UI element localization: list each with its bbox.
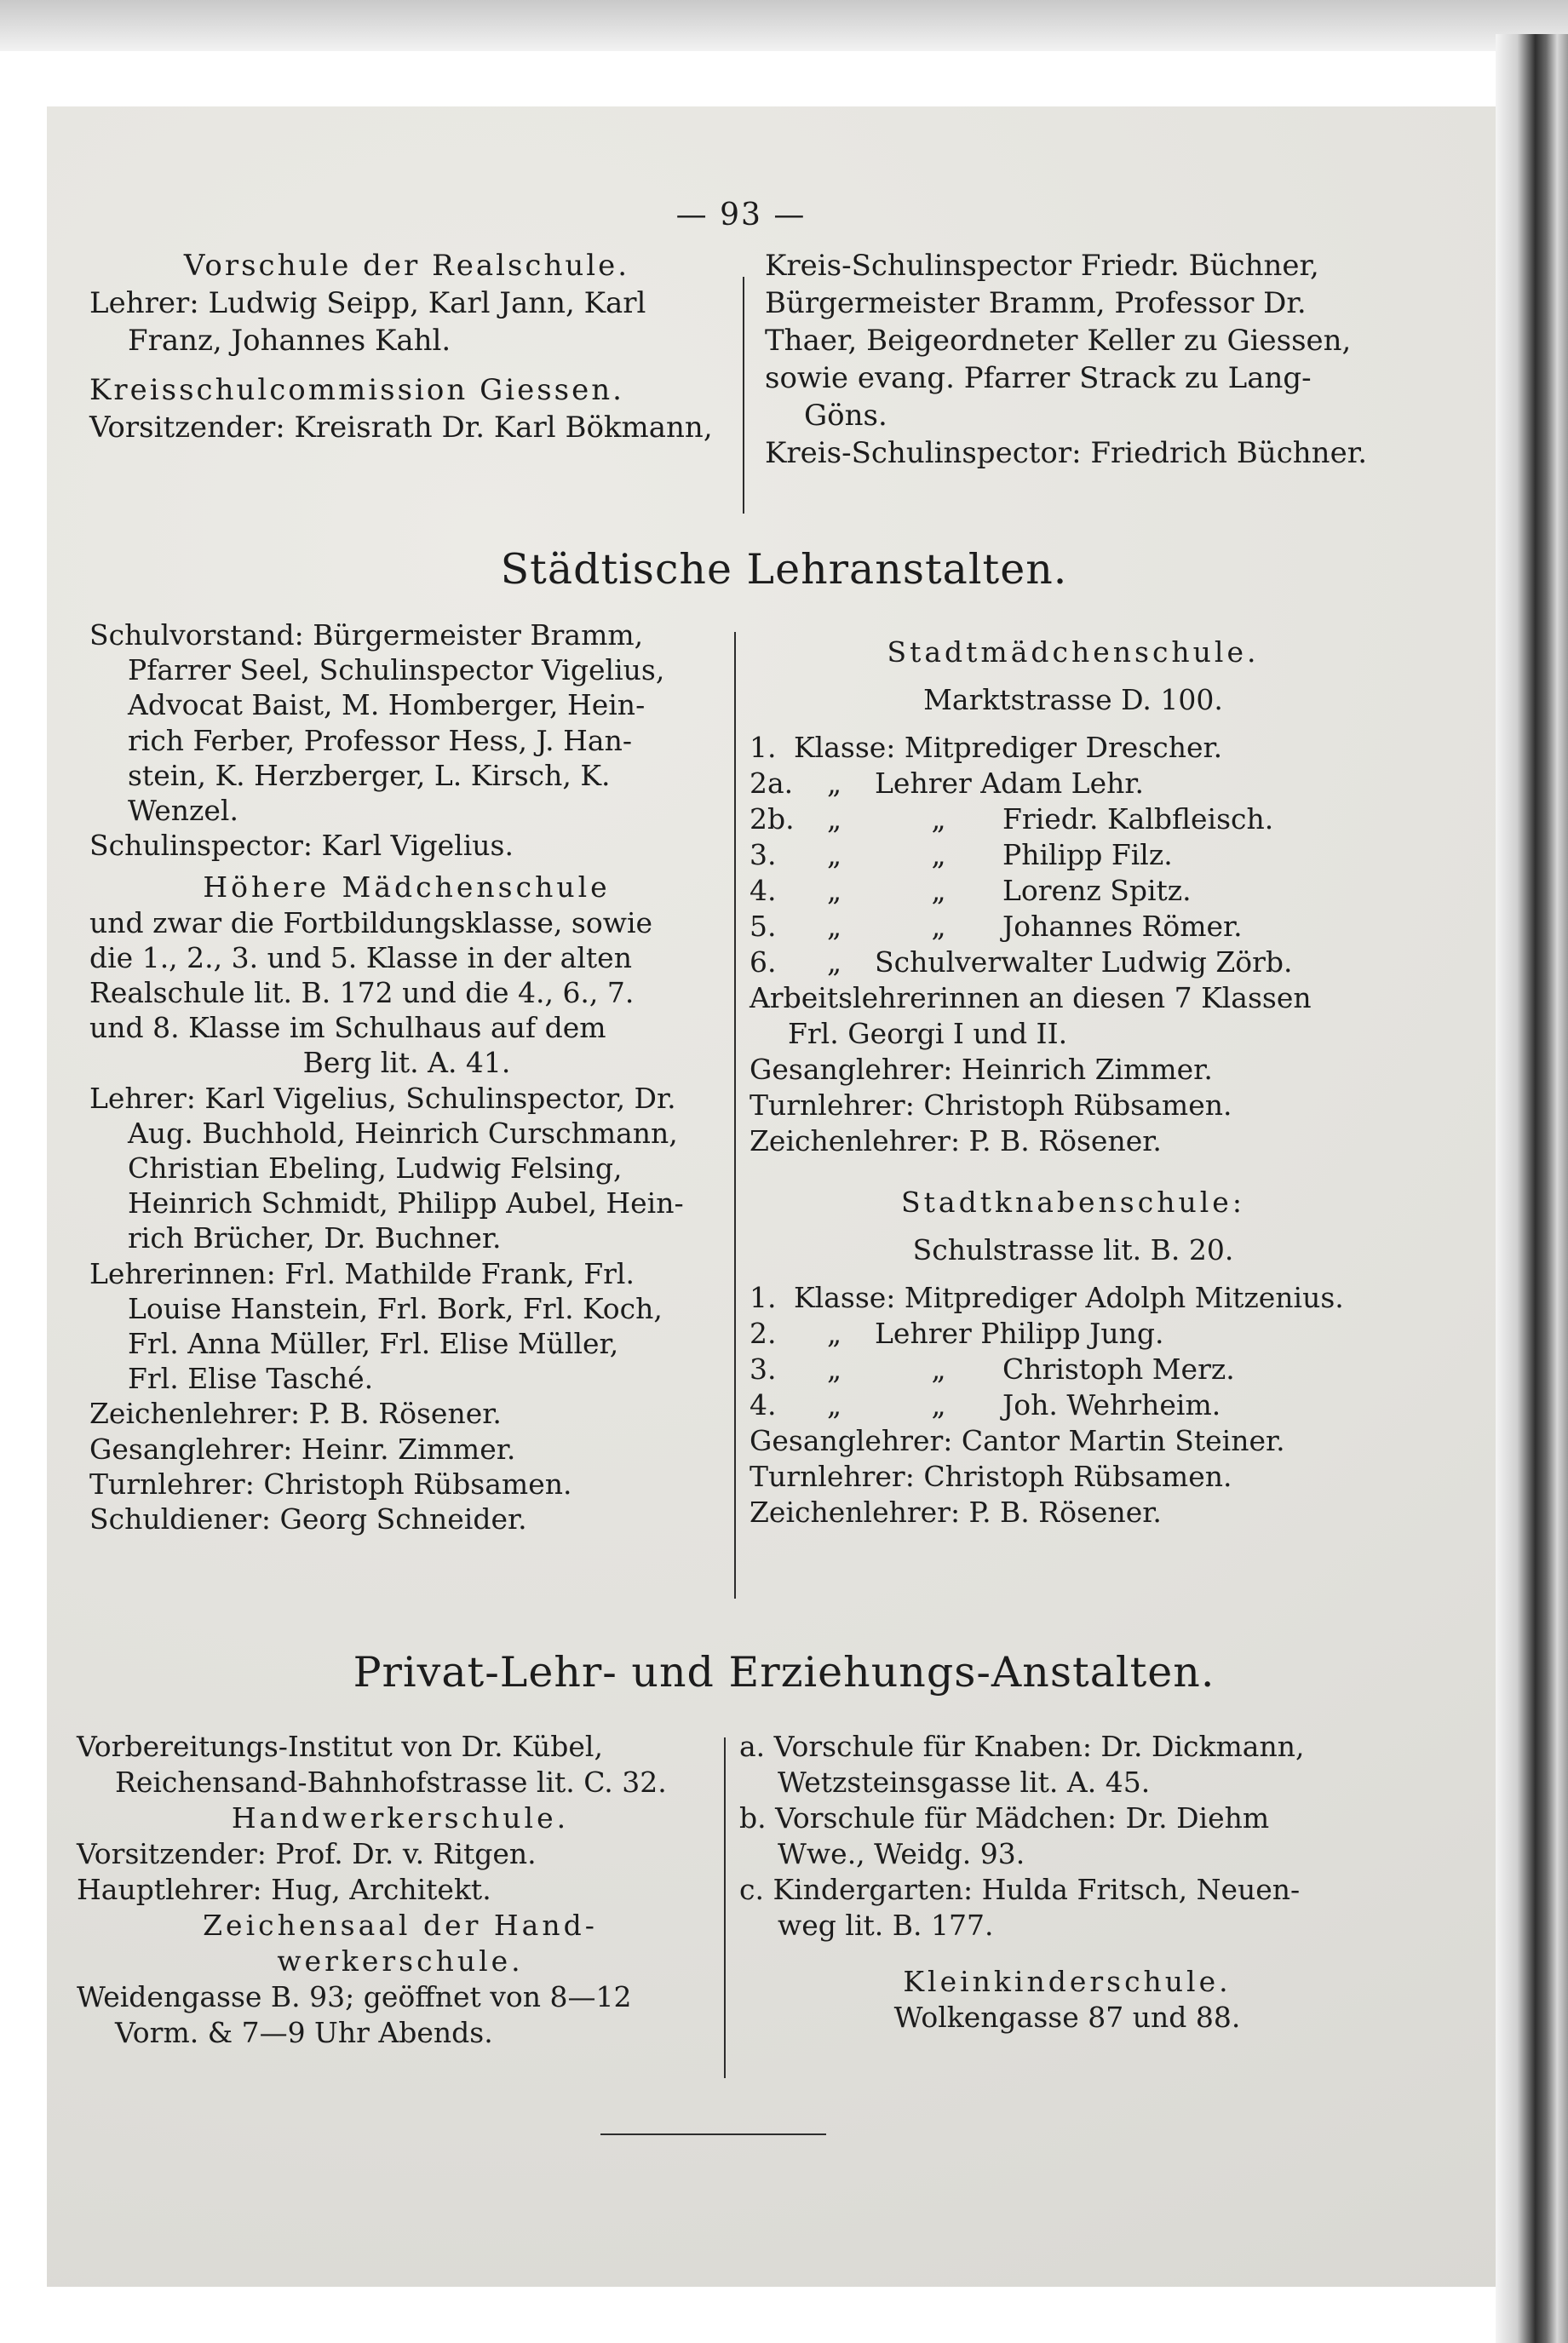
- text-line: Advocat Baist, M. Homberger, Hein-: [128, 688, 646, 722]
- top-left-column: [89, 247, 724, 446]
- mid-right-column: [750, 635, 1397, 1530]
- text-line: Kreis-Schulinspector Friedr. Büchner,: [765, 249, 1319, 283]
- class-teacher: Lorenz Spitz.: [1002, 874, 1192, 907]
- class-number: 2.: [750, 1317, 777, 1350]
- class-teacher: Mitprediger Drescher.: [904, 731, 1223, 764]
- text-line: weg lit. B. 177.: [778, 1909, 994, 1942]
- text-line: Gesanglehrer: Cantor Martin Steiner.: [750, 1424, 1285, 1457]
- text-line: Aug. Buchhold, Heinrich Curschmann,: [128, 1116, 678, 1150]
- ditto-mark: „: [826, 910, 842, 943]
- text-line: Heinrich Schmidt, Philipp Aubel, Hein-: [128, 1186, 684, 1220]
- section-title-hoehere-maedchenschule: Höhere Mädchenschule: [203, 870, 611, 904]
- section-title-zeichensaal-cont: werkerschule.: [277, 1944, 524, 1978]
- ditto-mark: „: [931, 1388, 946, 1421]
- class-teacher: Philipp Filz.: [1002, 838, 1173, 871]
- text-line: Wetzsteinsgasse lit. A. 45.: [778, 1766, 1151, 1799]
- section-title-zeichensaal: Zeichensaal der Hand-: [203, 1909, 598, 1942]
- text-line: Göns.: [804, 399, 887, 433]
- class-teacher: Friedr. Kalbfleisch.: [1002, 802, 1274, 836]
- text-line: Schulvorstand: Bürgermeister Bramm,: [89, 618, 644, 652]
- section-title-stadtmaedchenschule: Stadtmädchenschule.: [887, 635, 1260, 669]
- class-teacher: Lehrer Philipp Jung.: [875, 1317, 1164, 1350]
- ditto-mark: „: [931, 838, 946, 871]
- text-line: Lehrer: Ludwig Seipp, Karl Jann, Karl: [89, 286, 646, 320]
- text-line: Louise Hanstein, Frl. Bork, Frl. Koch,: [128, 1291, 663, 1325]
- section-title-kreisschulcommission: Kreisschulcommission Giessen.: [89, 373, 624, 407]
- class-teacher: Johannes Römer.: [1002, 910, 1243, 943]
- class-row: [750, 1352, 1397, 1387]
- text-line: die 1., 2., 3. und 5. Klasse in der alten: [89, 940, 632, 974]
- text-line: Vorsitzender: Kreisrath Dr. Karl Bökmann,: [89, 411, 713, 445]
- class-teacher: Joh. Wehrheim.: [1002, 1388, 1221, 1421]
- ditto-mark: „: [826, 1317, 842, 1350]
- class-row: [750, 945, 1397, 980]
- address-maedchenschule: Marktstrasse D. 100.: [923, 683, 1223, 716]
- class-row: [750, 766, 1397, 801]
- text-line: Frl. Anna Müller, Frl. Elise Müller,: [128, 1327, 619, 1361]
- closing-rule: [600, 2133, 826, 2135]
- text-line: Wwe., Weidg. 93.: [778, 1837, 1025, 1870]
- text-line: Wenzel.: [128, 794, 238, 828]
- text-line: und 8. Klasse im Schulhaus auf dem: [89, 1011, 606, 1045]
- column-divider-top: [743, 277, 744, 514]
- class-row: [750, 837, 1397, 873]
- class-teacher: Schulverwalter Ludwig Zörb.: [875, 945, 1293, 979]
- class-teacher: Christoph Merz.: [1002, 1352, 1235, 1386]
- text-line: b. Vorschule für Mädchen: Dr. Diehm: [739, 1801, 1270, 1835]
- text-line: Lehrer: Karl Vigelius, Schulinspector, Dr.: [89, 1081, 676, 1115]
- class-row: [750, 873, 1397, 909]
- bottom-left-column: [77, 1729, 724, 2051]
- ditto-mark: „: [826, 838, 842, 871]
- address-knabenschule: Schulstrasse lit. B. 20.: [912, 1233, 1234, 1266]
- text-line: stein, K. Herzberger, L. Kirsch, K.: [128, 758, 611, 792]
- text-line: Turnlehrer: Christoph Rübsamen.: [89, 1467, 572, 1501]
- text-line: Zeichenlehrer: P. B. Rösener.: [89, 1397, 502, 1431]
- text-line: Hauptlehrer: Hug, Architekt.: [77, 1873, 491, 1906]
- text-line: Frl. Georgi I und II.: [788, 1017, 1068, 1050]
- page-number: — 93 —: [675, 198, 807, 233]
- class-number: 4.: [750, 874, 777, 907]
- text-line: Turnlehrer: Christoph Rübsamen.: [750, 1460, 1232, 1493]
- class-row: [750, 1280, 1397, 1316]
- text-line: Kreis-Schulinspector: Friedrich Büchner.: [765, 436, 1368, 470]
- text-line: Vorbereitungs-Institut von Dr. Kübel,: [77, 1730, 603, 1763]
- class-row: [750, 1387, 1397, 1423]
- text-line: c. Kindergarten: Hulda Fritsch, Neuen-: [739, 1873, 1301, 1906]
- ditto-mark: „: [931, 802, 946, 836]
- class-number: 2b.: [750, 802, 795, 836]
- class-label: Klasse:: [794, 1281, 896, 1314]
- text-line: Bürgermeister Bramm, Professor Dr.: [765, 286, 1307, 320]
- text-line: Arbeitslehrerinnen an diesen 7 Klassen: [750, 981, 1312, 1014]
- ditto-mark: „: [826, 1352, 842, 1386]
- text-line: sowie evang. Pfarrer Strack zu Lang-: [765, 361, 1312, 395]
- section-title-stadtknabenschule: Stadtknabenschule:: [901, 1186, 1245, 1219]
- text-line: Pfarrer Seel, Schulinspector Vigelius,: [128, 653, 665, 687]
- text-line: Weidengasse B. 93; geöffnet von 8—12: [77, 1980, 632, 2013]
- text-line: Franz, Johannes Kahl.: [128, 324, 451, 358]
- class-number: 4.: [750, 1388, 777, 1421]
- text-line: rich Brücher, Dr. Buchner.: [128, 1221, 502, 1255]
- text-line: und zwar die Fortbildungsklasse, sowie: [89, 905, 653, 939]
- class-number: 5.: [750, 910, 777, 943]
- class-number: 6.: [750, 945, 777, 979]
- section-title-handwerkerschule: Handwerkerschule.: [231, 1801, 570, 1835]
- ditto-mark: „: [826, 874, 842, 907]
- ditto-mark: „: [826, 1388, 842, 1421]
- text-line: Gesanglehrer: Heinrich Zimmer.: [750, 1053, 1213, 1086]
- class-row: [750, 801, 1397, 837]
- class-row: [750, 730, 1397, 766]
- class-teacher: Lehrer Adam Lehr.: [875, 767, 1145, 800]
- text-line: Schuldiener: Georg Schneider.: [89, 1502, 527, 1536]
- ditto-mark: „: [931, 910, 946, 943]
- text-line: Zeichenlehrer: P. B. Rösener.: [750, 1124, 1162, 1157]
- text-line: a. Vorschule für Knaben: Dr. Dickmann,: [739, 1730, 1305, 1763]
- text-line: rich Ferber, Professor Hess, J. Han-: [128, 723, 632, 757]
- scan-right-edge: [1496, 34, 1568, 2343]
- ditto-mark: „: [826, 802, 842, 836]
- class-number: 3.: [750, 1352, 777, 1386]
- section-title-vorschule: Vorschule der Realschule.: [183, 249, 630, 283]
- class-number: 1.: [750, 731, 777, 764]
- text-line: Zeichenlehrer: P. B. Rösener.: [750, 1496, 1162, 1529]
- text-line: Berg lit. A. 41.: [302, 1046, 511, 1080]
- column-divider-middle: [734, 632, 736, 1599]
- ditto-mark: „: [826, 945, 842, 979]
- section-title-kleinkinderschule: Kleinkinderschule.: [903, 1965, 1232, 1998]
- ditto-mark: „: [931, 874, 946, 907]
- heading-privat-lehranstalten: Privat-Lehr- und Erziehungs-Anstalten.: [353, 1648, 1215, 1697]
- mid-left-column: [89, 617, 724, 1536]
- text-line: Lehrerinnen: Frl. Mathilde Frank, Frl.: [89, 1256, 635, 1290]
- text-line: Reichensand-Bahnhofstrasse lit. C. 32.: [115, 1766, 667, 1799]
- text-line: Vorsitzender: Prof. Dr. v. Ritgen.: [77, 1837, 537, 1870]
- class-number: 2a.: [750, 767, 794, 800]
- text-line: Gesanglehrer: Heinr. Zimmer.: [89, 1432, 516, 1466]
- scan-top-edge: [0, 0, 1568, 51]
- top-right-column: [765, 247, 1395, 472]
- class-label: Klasse:: [794, 731, 896, 764]
- class-row: [750, 1316, 1397, 1352]
- class-row: [750, 909, 1397, 945]
- column-divider-bottom: [724, 1737, 726, 2078]
- text-line: Christian Ebeling, Ludwig Felsing,: [128, 1151, 623, 1186]
- text-line: Thaer, Beigeordneter Keller zu Giessen,: [765, 324, 1352, 358]
- class-number: 3.: [750, 838, 777, 871]
- bottom-right-column: [739, 1729, 1395, 2036]
- heading-staedtische-lehranstalten: Städtische Lehranstalten.: [500, 545, 1068, 594]
- text-line: Schulinspector: Karl Vigelius.: [89, 829, 514, 863]
- text-line: Realschule lit. B. 172 und die 4., 6., 7.: [89, 976, 635, 1010]
- class-teacher: Mitprediger Adolph Mitzenius.: [904, 1281, 1344, 1314]
- ditto-mark: „: [931, 1352, 946, 1386]
- address-kleinkinderschule: Wolkengasse 87 und 88.: [893, 2001, 1241, 2034]
- text-line: Turnlehrer: Christoph Rübsamen.: [750, 1088, 1232, 1122]
- ditto-mark: „: [826, 767, 842, 800]
- class-number: 1.: [750, 1281, 777, 1314]
- text-line: Frl. Elise Tasché.: [128, 1362, 374, 1396]
- text-line: Vorm. & 7—9 Uhr Abends.: [115, 2016, 493, 2049]
